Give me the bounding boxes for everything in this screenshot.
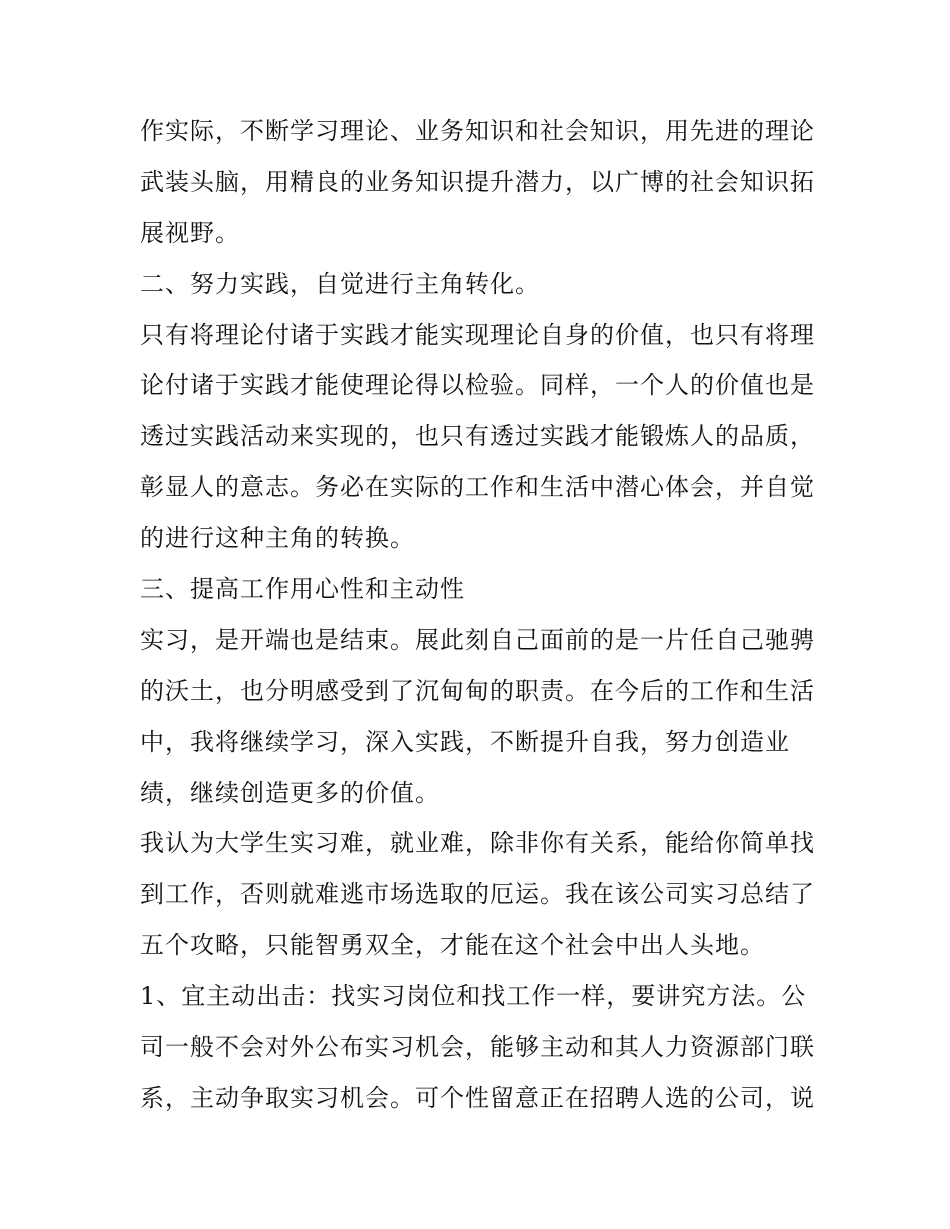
text-line: 的进行这种主角的转换。: [140, 524, 415, 553]
text-line: 彰显人的意志。务必在实际的工作和生活中潜心体会，并自觉: [140, 473, 815, 502]
text-line: 透过实践活动来实现的，也只有透过实践才能锻炼人的品质，: [140, 422, 815, 451]
section-heading: 三、提高工作用心性和主动性: [140, 575, 465, 604]
list-item-line: 1、宜主动出击：找实习岗位和找工作一样，要讲究方法。公: [140, 982, 807, 1011]
text-line: 系，主动争取实习机会。可个性留意正在招聘人选的公司，说: [140, 1083, 815, 1112]
text-line: 我认为大学生实习难，就业难，除非你有关系，能给你简单找: [140, 829, 815, 858]
text-line: 武装头脑，用精良的业务知识提升潜力，以广博的社会知识拓: [140, 167, 815, 196]
text-line: 绩，继续创造更多的价值。: [140, 778, 440, 807]
text-line: 只有将理论付诸于实践才能实现理论自身的价值，也只有将理: [140, 320, 815, 349]
text-line: 作实际，不断学习理论、业务知识和社会知识，用先进的理论: [140, 117, 815, 145]
section-heading: 二、努力实践，自觉进行主角转化。: [140, 269, 540, 298]
text-line: 展视野。: [140, 218, 240, 247]
text-line: 五个攻略，只能智勇双全，才能在这个社会中出人头地。: [140, 931, 765, 960]
text-line: 论付诸于实践才能使理论得以检验。同样，一个人的价值也是: [140, 371, 815, 400]
text-line: 到工作，否则就难逃市场选取的厄运。我在该公司实习总结了: [140, 880, 815, 909]
text-line: 司一般不会对外公布实习机会，能够主动和其人力资源部门联: [140, 1033, 815, 1062]
text-line: 的沃土，也分明感受到了沉甸甸的职责。在今后的工作和生活: [140, 676, 815, 705]
text-line: 中，我将继续学习，深入实践，不断提升自我，努力创造业: [140, 727, 790, 756]
document-body: [140, 106, 820, 1124]
text-line: 实习，是开端也是结束。展此刻自己面前的是一片任自己驰骋: [140, 625, 815, 654]
